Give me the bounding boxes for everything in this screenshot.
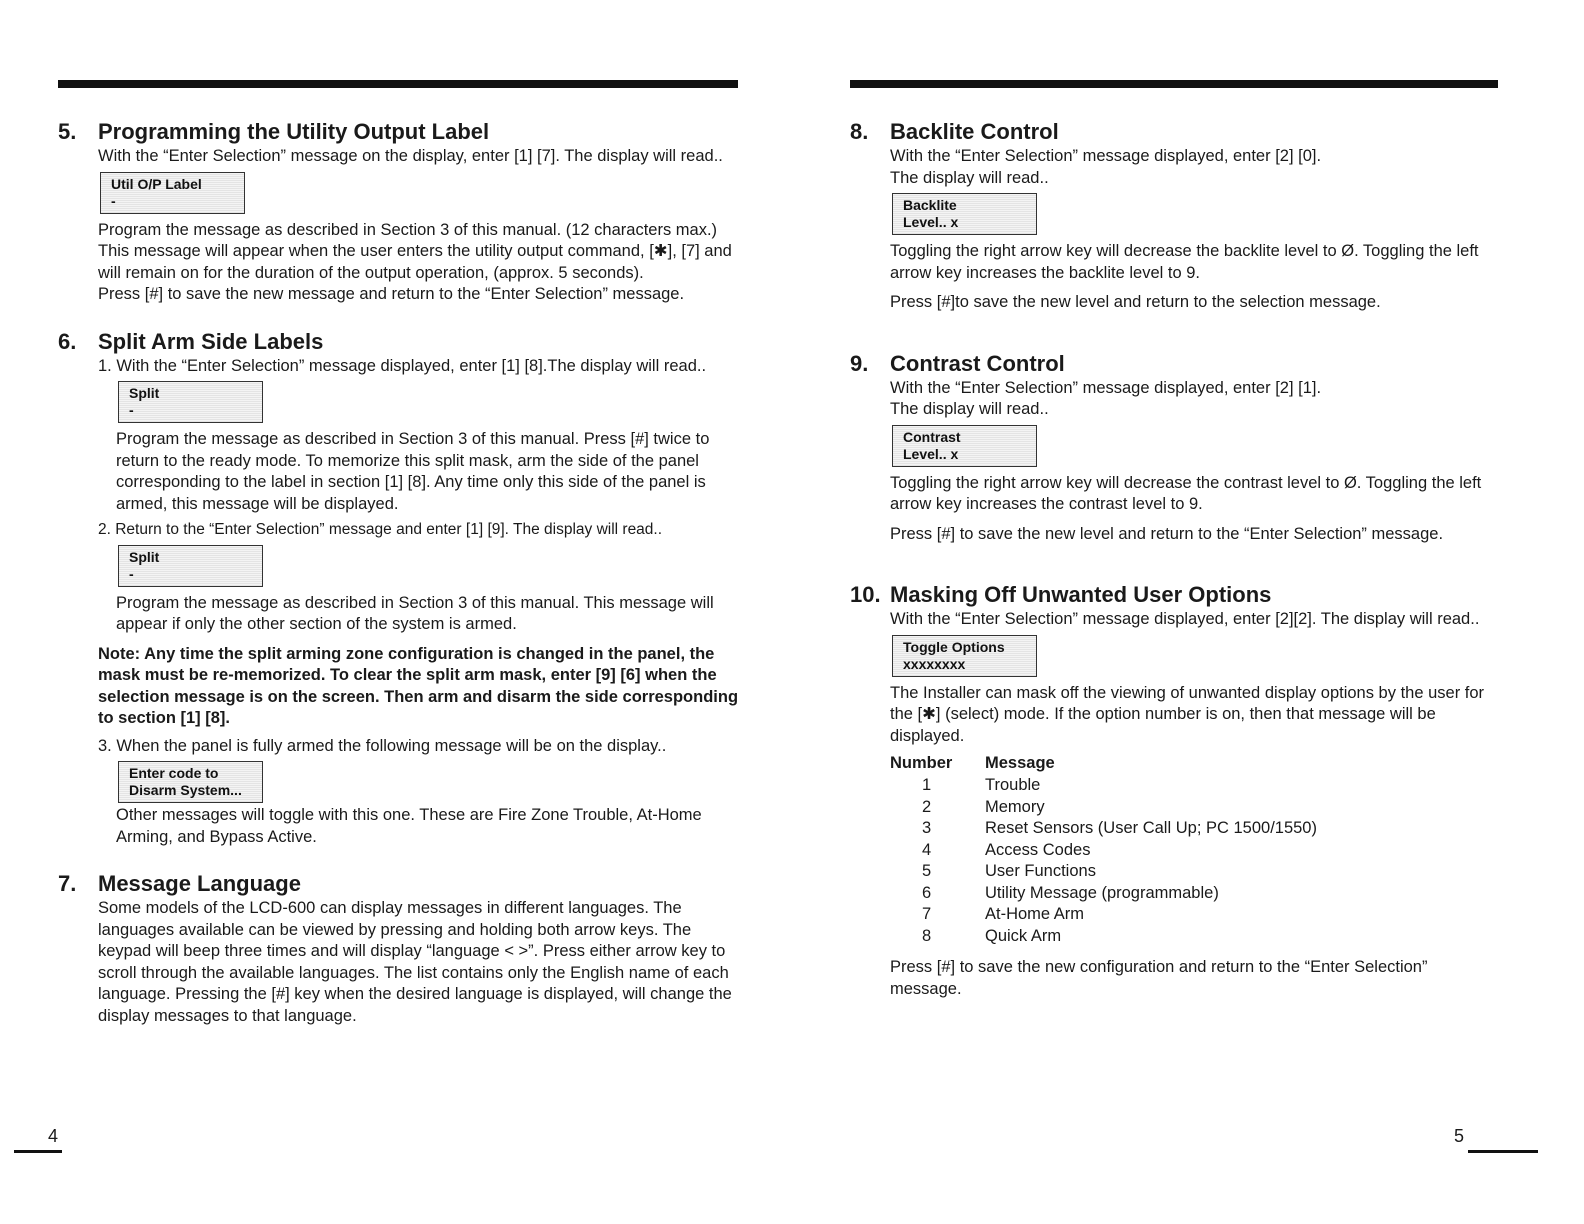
option-number: 3 (922, 819, 932, 837)
options-table (890, 753, 1317, 947)
lcd-display (118, 381, 263, 423)
lcd-line-2: - (111, 192, 116, 209)
paragraph: Press [#]to save the new level and return to the selection message. (890, 293, 1381, 311)
page-number-rule (14, 1150, 62, 1153)
column-header-number: Number (890, 754, 953, 773)
section-number: 6. (58, 328, 77, 354)
page-number: 5 (1454, 1126, 1465, 1146)
section-title (850, 118, 1500, 146)
lcd-line-2: Disarm System... (129, 782, 242, 798)
lcd-line-1: Split (129, 548, 160, 565)
paragraph: The Installer can mask off the viewing of unwanted display options by the user for the [✱] (select) mode. If the option number is on, then that message will be displayed. (890, 683, 1485, 745)
table-row (890, 861, 1317, 883)
section-9 (850, 350, 1500, 546)
paragraph: Press [#] to save the new level and return to the “Enter Selection” message. (890, 524, 1444, 543)
table-row (890, 775, 1317, 797)
lcd-line-1: Enter code to (129, 765, 219, 781)
left-content (58, 118, 748, 1027)
lcd-display (892, 193, 1037, 235)
lcd-line-1: Backlite (903, 197, 957, 213)
paragraph: With the “Enter Selection” message displayed, enter [2] [0]. (890, 147, 1322, 165)
top-rule (850, 80, 1498, 88)
section-title (58, 118, 748, 146)
lcd-line-1: Toggle Options (903, 638, 1005, 655)
paragraph: Toggling the right arrow key will decrease the backlite level to Ø. Toggling the left arrow key increases the backlite level to 9. (890, 242, 1479, 282)
table-row (890, 883, 1317, 905)
paragraph: Press [#] to save the new message and return to the “Enter Selection” message. (98, 285, 685, 303)
paragraph: Toggling the right arrow key will decrease the contrast level to Ø. Toggling the left arrow key increases the contrast level to 9. (890, 473, 1482, 513)
lcd-display (892, 425, 1037, 467)
section-heading: Backlite Control (890, 119, 1059, 144)
page-number-rule (1468, 1150, 1538, 1153)
list-item: 2. Return to the “Enter Selection” message and enter [1] [9]. The display will read.. (98, 521, 663, 538)
section-title (58, 328, 748, 356)
paragraph: Other messages will toggle with this one. These are Fire Zone Trouble, At-Home Arming, and Bypass Active. (116, 806, 702, 846)
paragraph: With the “Enter Selection” message on the display, enter [1] [7]. The display will read.. (98, 147, 723, 165)
right-content (850, 118, 1500, 1000)
option-message: User Functions (985, 862, 1096, 880)
section-number: 9. (850, 350, 869, 376)
section-title (850, 581, 1500, 609)
lcd-display (118, 545, 263, 587)
section-number: 8. (850, 119, 869, 144)
note-paragraph: Note: Any time the split arming zone configuration is changed in the panel, the mask must be re-memorized. To clear the split arm mask, enter [9] [6] when the selection message is on the screen. Then arm and disarm the side corresponding to section [1] [8]. (98, 644, 739, 727)
lcd-line-2: Level.. x (903, 214, 959, 230)
list-item: 1. With the “Enter Selection” message displayed, enter [1] [8].The display will read.. (98, 356, 707, 375)
option-number: 2 (922, 797, 932, 816)
option-message: Utility Message (programmable) (985, 883, 1219, 902)
lcd-line-2: - (129, 402, 134, 418)
section-7 (58, 870, 748, 1027)
section-number: 10. (850, 582, 881, 607)
list-item: 3. When the panel is fully armed the following message will be on the display.. (98, 736, 667, 755)
section-8 (850, 118, 1500, 314)
lcd-line-2: - (129, 565, 134, 582)
option-number: 8 (922, 926, 932, 945)
top-rule (58, 80, 738, 88)
lcd-line-2: xxxxxxxx (903, 655, 966, 672)
section-title (850, 350, 1500, 378)
lcd-line-1: Util O/P Label (111, 175, 202, 192)
table-row (890, 797, 1317, 819)
option-message: Access Codes (985, 840, 1091, 859)
section-number: 5. (58, 119, 77, 144)
section-title (58, 870, 748, 898)
lcd-display (100, 172, 245, 214)
option-message: Trouble (985, 776, 1041, 794)
option-number: 1 (922, 776, 932, 794)
lcd-line-2: Level.. x (903, 445, 959, 462)
paragraph: Program the message as described in Section 3 of this manual. (12 characters max.) This message will appear when the user enters the utility output command, [✱], [7] and will remain on for the duration of the output operation, (approx. 5 seconds). (98, 220, 732, 282)
section-heading: Contrast Control (890, 350, 1065, 376)
right-page (792, 0, 1584, 1224)
table-row (890, 818, 1317, 840)
option-number: 5 (922, 862, 932, 880)
paragraph: The display will read.. (890, 168, 1049, 187)
table-row (890, 904, 1317, 926)
paragraph: With the “Enter Selection” message displayed, enter [2][2]. The display will read.. (890, 610, 1480, 628)
section-number: 7. (58, 871, 77, 896)
paragraph: Some models of the LCD-600 can display messages in different languages. The languages available can be viewed by pressing and holding both arrow keys. The keypad will beep three times and will display “language < >”. Press either arrow key to scroll through the available languages. The list contains only the English name of each language. Pressing the [#] key when the desired language is displayed, will change the display messages to that language. (98, 899, 732, 1025)
paragraph: The display will read.. (890, 400, 1049, 418)
section-10 (850, 581, 1500, 1000)
table-row (890, 926, 1317, 948)
section-heading: Split Arm Side Labels (98, 328, 324, 354)
lcd-display (118, 761, 263, 803)
lcd-display (892, 635, 1037, 677)
section-5 (58, 118, 748, 306)
section-heading: Masking Off Unwanted User Options (890, 582, 1272, 607)
lcd-line-1: Split (129, 385, 160, 401)
option-message: Reset Sensors (User Call Up; PC 1500/1550) (985, 819, 1317, 837)
option-number: 7 (922, 905, 932, 923)
column-header-message: Message (985, 754, 1055, 773)
section-heading: Programming the Utility Output Label (98, 119, 490, 144)
table-row (890, 840, 1317, 862)
lcd-line-1: Contrast (903, 428, 961, 445)
section-6 (58, 328, 748, 849)
section-heading: Message Language (98, 871, 301, 896)
option-message: Quick Arm (985, 926, 1062, 945)
option-message: Memory (985, 797, 1045, 816)
option-number: 4 (922, 840, 932, 859)
paragraph: With the “Enter Selection” message displayed, enter [2] [1]. (890, 378, 1322, 397)
paragraph: Press [#] to save the new configuration and return to the “Enter Selection” message. (890, 958, 1428, 998)
page-number: 4 (48, 1126, 59, 1146)
paragraph: Program the message as described in Section 3 of this manual. Press [#] twice to return to the ready mode. To memorize this split mask, arm the side of the panel corresponding to the label in section [1] [8]. Any time only this side of the panel is armed, this message will be displayed. (116, 430, 710, 513)
paragraph: Program the message as described in Section 3 of this manual. This message will appear if only the other section of the system is armed. (116, 593, 714, 633)
option-message: At-Home Arm (985, 905, 1085, 923)
option-number: 6 (922, 883, 932, 902)
